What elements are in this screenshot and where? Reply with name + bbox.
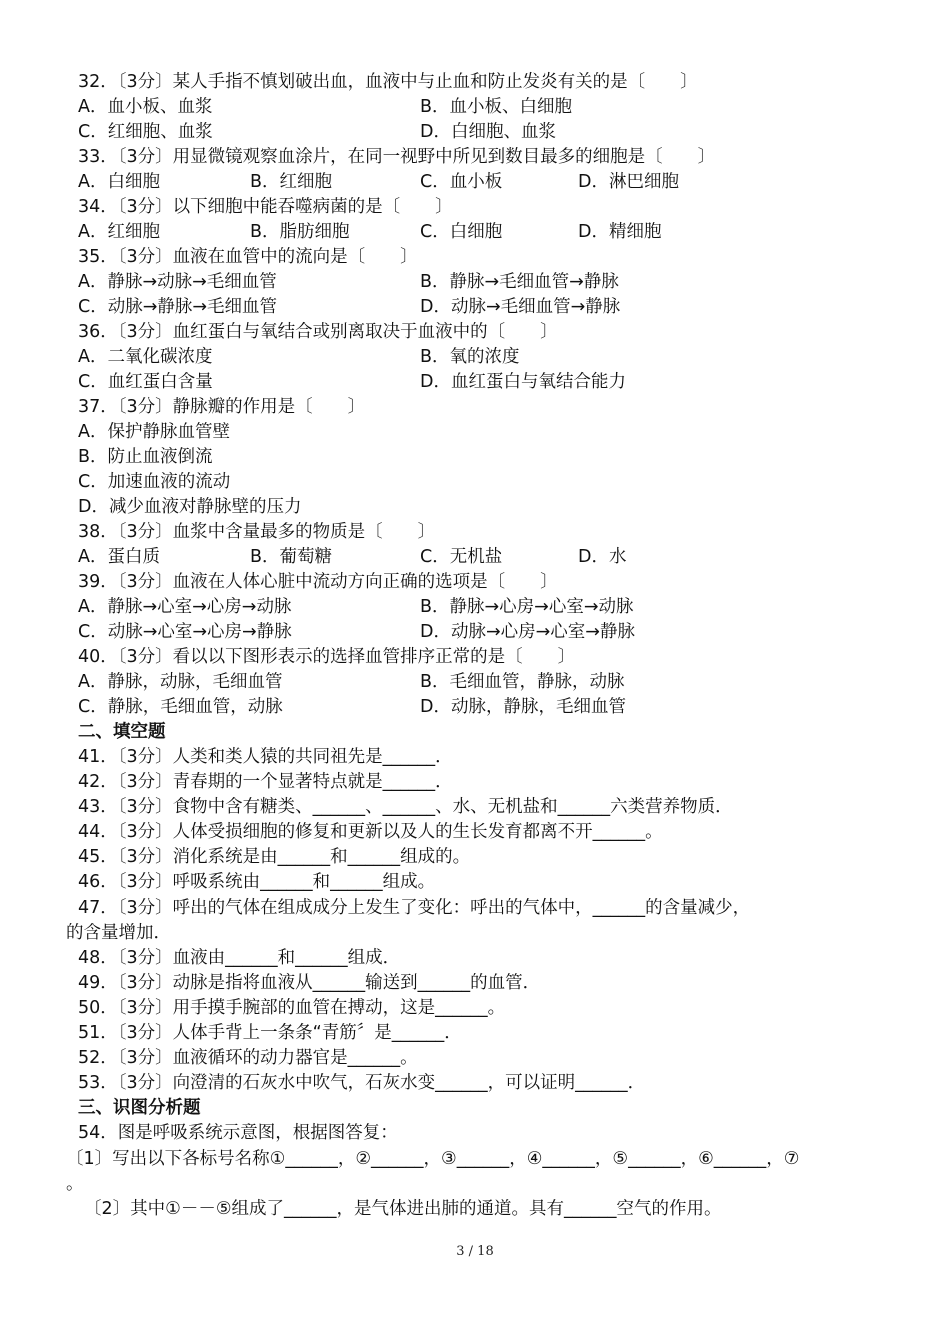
option-b: B．脂肪细胞 bbox=[250, 222, 350, 242]
section-heading-fill-in: 二、填空题 bbox=[78, 722, 166, 742]
option-b: B．血小板、白细胞 bbox=[420, 97, 573, 117]
question-49: 49．〔3分〕动脉是指将血液从______输送到______的血管． bbox=[78, 973, 541, 993]
question-35-stem: 35．〔3分〕血液在血管中的流向是〔 〕 bbox=[78, 247, 418, 267]
option-b: B．静脉→毛细血管→静脉 bbox=[420, 272, 619, 292]
section-heading-diagram-analysis: 三、识图分析题 bbox=[78, 1098, 201, 1118]
question-52: 52．〔3分〕血液循环的动力器官是______。 bbox=[78, 1048, 418, 1068]
option-c: C．无机盐 bbox=[420, 547, 503, 567]
question-41: 41．〔3分〕人类和类人猿的共同祖先是______． bbox=[78, 747, 453, 767]
option-d: D．减少血液对静脉壁的压力 bbox=[78, 497, 302, 517]
question-40-options-row-2 bbox=[78, 695, 878, 720]
option-c: C．加速血液的流动 bbox=[78, 472, 231, 492]
question-32-stem: 32．〔3分〕某人手指不慎划破出血，血液中与止血和防止发炎有关的是〔 〕 bbox=[78, 72, 698, 92]
option-d: D．水 bbox=[578, 547, 627, 567]
question-46: 46．〔3分〕呼吸系统由______和______组成。 bbox=[78, 872, 436, 892]
question-48: 48．〔3分〕血液由______和______组成． bbox=[78, 948, 401, 968]
option-b: B．防止血液倒流 bbox=[78, 447, 213, 467]
question-54-part-1-end: 。 bbox=[66, 1174, 84, 1194]
question-47-line-2: 的含量增加． bbox=[66, 923, 171, 943]
question-35-options-row-2 bbox=[78, 295, 878, 320]
question-45: 45．〔3分〕消化系统是由______和______组成的。 bbox=[78, 847, 471, 867]
option-b: B．葡萄糖 bbox=[250, 547, 333, 567]
question-38-stem: 38．〔3分〕血浆中含量最多的物质是〔 〕 bbox=[78, 522, 436, 542]
option-d: D．动脉→毛细血管→静脉 bbox=[420, 297, 621, 317]
option-b: B．氧的浓度 bbox=[420, 347, 520, 367]
question-51: 51．〔3分〕人体手背上一条条“青筋〞是______． bbox=[78, 1023, 462, 1043]
option-c: C．血红蛋白含量 bbox=[78, 372, 213, 392]
option-a: A．二氧化碳浓度 bbox=[78, 347, 213, 367]
question-36-stem: 36．〔3分〕血红蛋白与氧结合或别离取决于血液中的〔 〕 bbox=[78, 322, 558, 342]
option-a: A．血小板、血浆 bbox=[78, 97, 213, 117]
question-34-stem: 34．〔3分〕以下细胞中能吞噬病菌的是〔 〕 bbox=[78, 197, 453, 217]
option-c: C．动脉→静脉→毛细血管 bbox=[78, 297, 278, 317]
option-d: D．动脉，静脉，毛细血管 bbox=[420, 697, 626, 717]
question-40-stem: 40．〔3分〕看以以下图形表示的选择血管排序正常的是〔 〕 bbox=[78, 647, 576, 667]
option-d: D．白细胞、血浆 bbox=[420, 122, 556, 142]
question-42: 42．〔3分〕青春期的一个显著特点就是______． bbox=[78, 772, 453, 792]
option-a: A．静脉→心室→心房→动脉 bbox=[78, 597, 292, 617]
question-34-options bbox=[78, 220, 878, 245]
question-50: 50．〔3分〕用手摸手腕部的血管在搏动，这是______。 bbox=[78, 998, 506, 1018]
question-54-part-1: 〔1〕写出以下各标号名称①______，②______，③______，④______，⑤______，⑥______，⑦ bbox=[66, 1149, 800, 1169]
question-32-options-row-1 bbox=[78, 95, 878, 120]
option-b: B．毛细血管，静脉，动脉 bbox=[420, 672, 625, 692]
option-a: A．白细胞 bbox=[78, 172, 160, 192]
question-33-options bbox=[78, 170, 878, 195]
question-36-options-row-1 bbox=[78, 345, 878, 370]
question-47-line-1: 47．〔3分〕呼出的气体在组成成分上发生了变化：呼出的气体中，______的含量减少， bbox=[78, 898, 751, 918]
option-c: C．红细胞、血浆 bbox=[78, 122, 213, 142]
question-39-options-row-2 bbox=[78, 620, 878, 645]
option-c: C．静脉，毛细血管，动脉 bbox=[78, 697, 283, 717]
option-d: D．淋巴细胞 bbox=[578, 172, 679, 192]
option-c: C．白细胞 bbox=[420, 222, 503, 242]
question-37-stem: 37．〔3分〕静脉瓣的作用是〔 〕 bbox=[78, 397, 366, 417]
question-44: 44．〔3分〕人体受损细胞的修复和更新以及人的生长发育都离不开______。 bbox=[78, 822, 663, 842]
option-d: D．动脉→心房→心室→静脉 bbox=[420, 622, 635, 642]
question-38-options bbox=[78, 545, 878, 570]
question-35-options-row-1 bbox=[78, 270, 878, 295]
option-c: C．血小板 bbox=[420, 172, 503, 192]
question-43: 43．〔3分〕食物中含有糖类、______、______、水、无机盐和______六类营养物质． bbox=[78, 797, 733, 817]
question-40-options-row-1 bbox=[78, 670, 878, 695]
question-36-options-row-2 bbox=[78, 370, 878, 395]
option-a: A．红细胞 bbox=[78, 222, 160, 242]
option-c: C．动脉→心室→心房→静脉 bbox=[78, 622, 292, 642]
option-d: D．精细胞 bbox=[578, 222, 662, 242]
question-39-stem: 39．〔3分〕血液在人体心脏中流动方向正确的选项是〔 〕 bbox=[78, 572, 558, 592]
option-b: B．红细胞 bbox=[250, 172, 333, 192]
option-d: D．血红蛋白与氧结合能力 bbox=[420, 372, 626, 392]
option-a: A．静脉，动脉，毛细血管 bbox=[78, 672, 283, 692]
option-a: A．静脉→动脉→毛细血管 bbox=[78, 272, 277, 292]
question-54-part-2: 〔2〕其中①－－⑤组成了______，是气体进出肺的通道。具有______空气的作用。 bbox=[84, 1199, 722, 1219]
question-53: 53．〔3分〕向澄清的石灰水中吹气，石灰水变______，可以证明______． bbox=[78, 1073, 646, 1093]
question-32-options-row-2 bbox=[78, 120, 878, 145]
question-54-stem: 54．图是呼吸系统示意图，根据图答复： bbox=[78, 1123, 398, 1143]
question-39-options-row-1 bbox=[78, 595, 878, 620]
option-b: B．静脉→心房→心室→动脉 bbox=[420, 597, 634, 617]
page-number: 3 / 18 bbox=[456, 1244, 494, 1259]
option-a: A．蛋白质 bbox=[78, 547, 160, 567]
question-33-stem: 33．〔3分〕用显微镜观察血涂片，在同一视野中所见到数目最多的细胞是〔 〕 bbox=[78, 147, 716, 167]
option-a: A．保护静脉血管壁 bbox=[78, 422, 230, 442]
